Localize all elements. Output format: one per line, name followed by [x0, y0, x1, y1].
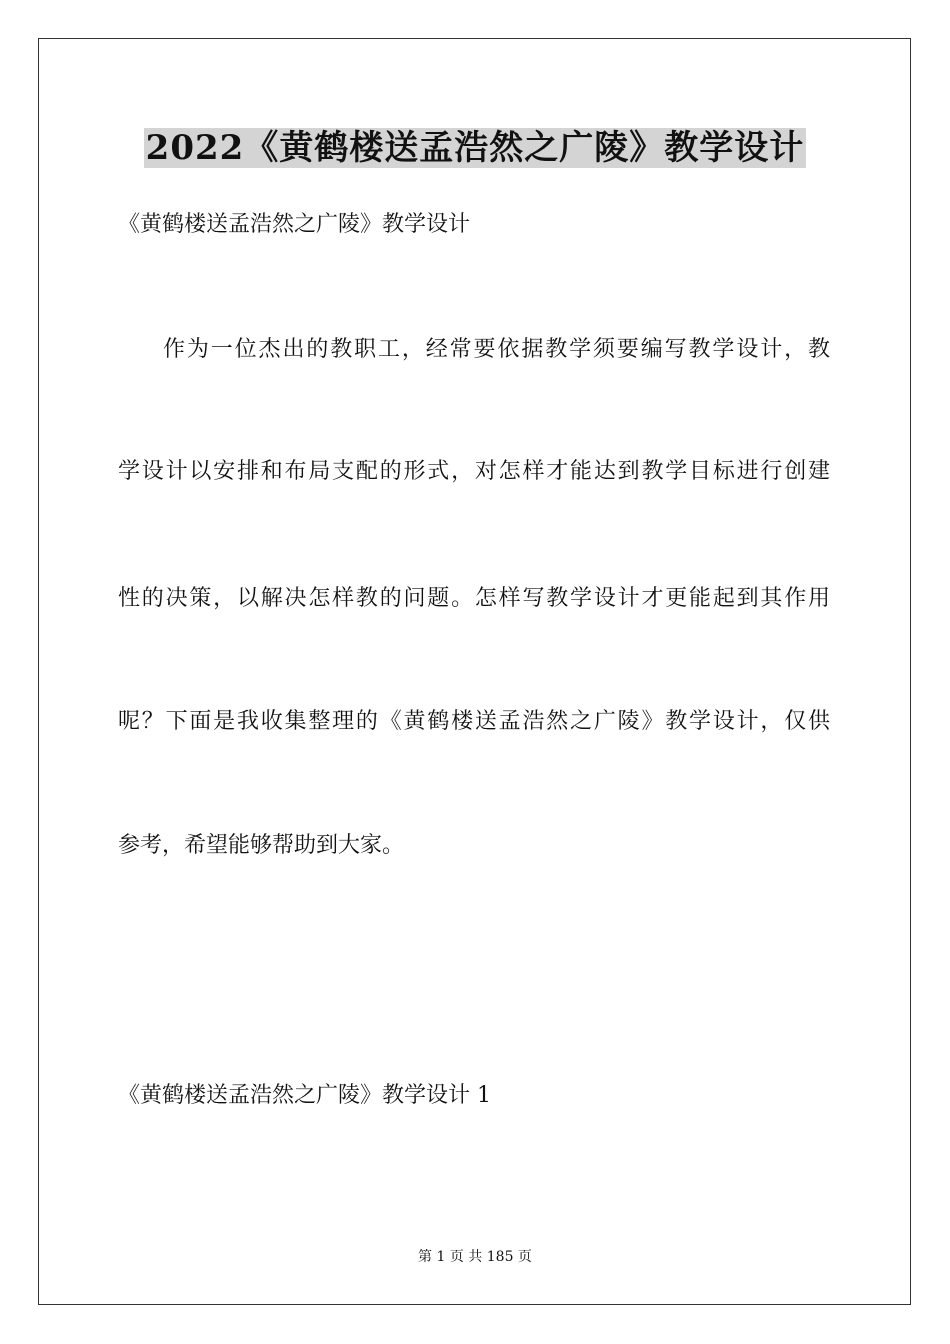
document-title	[0, 124, 950, 172]
body-line-1: 作为一位杰出的教职工，经常要依据教学须要编写教学设计，教	[163, 337, 830, 362]
document-title-text: 2022《黄鹤楼送孟浩然之广陵》教学设计	[145, 128, 805, 168]
page-footer: 第 1 页 共 185 页	[418, 1249, 532, 1265]
body-line-4: 呢？下面是我收集整理的《黄鹤楼送孟浩然之广陵》教学设计，仅供	[118, 709, 830, 734]
document-subtitle: 《黄鹤楼送孟浩然之广陵》教学设计	[118, 212, 471, 237]
body-line-5: 参考，希望能够帮助到大家。	[118, 833, 405, 858]
section-heading: 《黄鹤楼送孟浩然之广陵》教学设计 1	[118, 1083, 491, 1108]
body-line-2: 学设计以安排和布局支配的形式，对怎样才能达到教学目标进行创建	[118, 459, 830, 484]
body-line-3: 性的决策，以解决怎样教的问题。怎样写教学设计才更能起到其作用	[118, 586, 830, 611]
